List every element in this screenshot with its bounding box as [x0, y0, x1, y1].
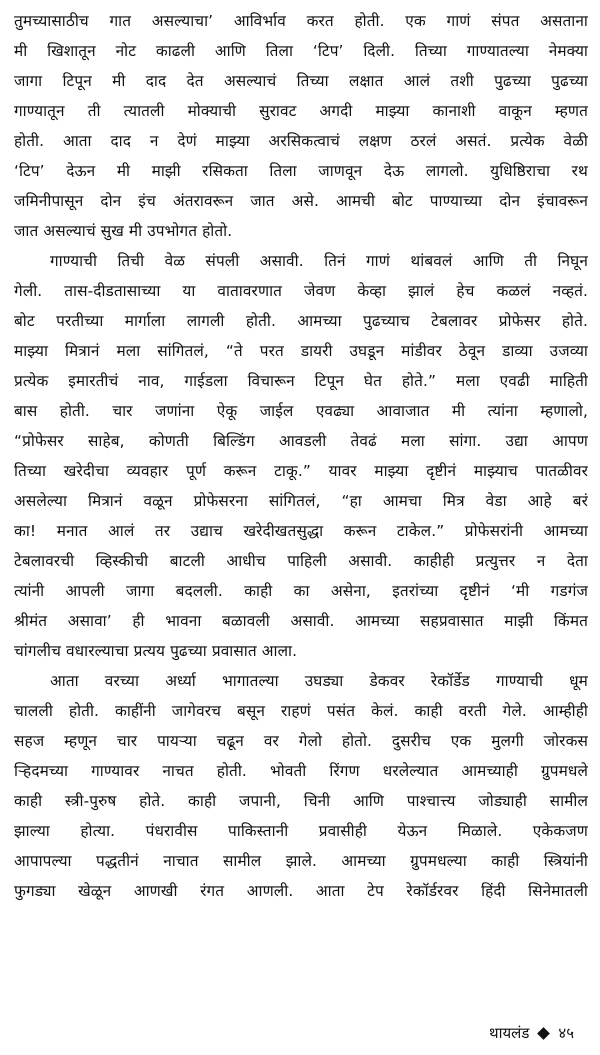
text-line: मी खिशातून नोट काढली आणि तिला ‘टिप’ दिली. तिच्या गाण्यातल्या नेमक्या [14, 42, 588, 60]
body-text [14, 6, 588, 906]
text-line: ‘टिप’ देऊन मी माझी रसिकता तिला जाणवून देऊ लागलो. युधिष्ठिराचा रथ [14, 162, 588, 180]
text-line: सहज म्हणून चार पायऱ्या चढून वर गेलो होतो. दुसरीच एक मुलगी जोरकस [14, 732, 588, 750]
text-line: जागा टिपून मी दाद देत असल्याचं तिच्या लक्षात आलं तशी पुढच्या पुढच्या [14, 72, 588, 90]
text-line: गाण्याची तिची वेळ संपली असावी. तिनं गाणं थांबवलं आणि ती निघून [50, 252, 588, 270]
text-line: चालली होती. काहींनी जागेवरच बसून राहणं पसंत केलं. काही वरती गेले. आम्हीही [14, 702, 588, 720]
text-line: का! मनात आलं तर उद्याच खरेदीखतसुद्धा करून टाकेल.” प्रोफेसरांनी आमच्या [14, 522, 588, 540]
text-line: तुमच्यासाठीच गात असल्याचा’ आविर्भाव करत होती. एक गाणं संपत असताना [14, 12, 588, 30]
text-line: तिच्या खरेदीचा व्यवहार पूर्ण करून टाकू.” यावर माझ्या दृष्टीनं माझ्याच पातळीवर [14, 462, 588, 480]
text-line: झाल्या होत्या. पंधरावीस पाकिस्तानी प्रवासीही येऊन मिळाले. एकेकजण [14, 822, 588, 840]
text-line: फुगड्या खेळून आणखी रंगत आणली. आता टेप रेकॉर्डरवर हिंदी सिनेमातली [14, 882, 588, 900]
text-line: गाण्यातून ती त्यातली मोक्याची सुरावट अगदी माझ्या कानाशी वाकून म्हणत [14, 102, 588, 120]
text-line: प्रत्येक इमारतीचं नाव, गाईडला विचारून टिपून घेत होते.” मला एवढी माहिती [14, 372, 588, 390]
text-line: जात असल्याचं सुख मी उपभोगत होतो. [14, 222, 233, 240]
text-line: श्रीमंत असावा’ ही भावना बळावली असावी. आमच्या सहप्रवासात माझी किंमत [14, 612, 588, 630]
text-line: आता वरच्या अर्ध्या भागातल्या उघड्या डेकवर रेकॉर्डेड गाण्याची धूम [50, 672, 588, 690]
text-line: चांगलीच वधारल्याचा प्रत्यय पुढच्या प्रवासात आला. [14, 642, 298, 660]
text-line: ऱ्हिदमच्या गाण्यावर नाचत होती. भोवती रिंगण धरलेल्यात आमच्याही ग्रुपमधले [14, 762, 588, 780]
text-line: बास होती. चार जणांना ऐकू जाईल एवढ्या आवाजात मी त्यांना म्हणालो, [14, 402, 588, 420]
text-line: आपापल्या पद्धतीनं नाचात सामील झाले. आमच्या ग्रुपमधल्या काही स्त्रियांनी [14, 852, 588, 870]
book-page [14, 6, 588, 1049]
text-line: होती. आता दाद न देणं माझ्या अरसिकत्वाचं लक्षण ठरलं असतं. प्रत्येक वेळी [14, 132, 588, 150]
text-line: टेबलावरची व्हिस्कीची बाटली आधीच पाहिली असावी. काहीही प्रत्युत्तर न देता [14, 552, 588, 570]
running-title: थायलंड [489, 1024, 530, 1042]
page-footer [489, 1018, 574, 1048]
text-line: काही स्त्री-पुरुष होते. काही जपानी, चिनी आणि पाश्चात्त्य जोड्याही सामील [14, 792, 588, 810]
text-line: माझ्या मित्रानं मला सांगितलं, “ते परत डायरी उघडून मांडीवर ठेवून डाव्या उजव्या [14, 342, 588, 360]
diamond-separator-icon [538, 1027, 551, 1040]
text-line: असलेल्या मित्रानं वळून प्रोफेसरना सांगितलं, “हा आमचा मित्र वेडा आहे बरं [14, 492, 588, 510]
page-number: ४५ [558, 1024, 574, 1042]
text-line: त्यांनी आपली जागा बदलली. काही का असेना, इतरांच्या दृष्टीनं ‘मी गडगंज [14, 582, 588, 600]
text-line: बोट परतीच्या मार्गाला लागली होती. आमच्या पुढच्याच टेबलावर प्रोफेसर होते. [14, 312, 588, 330]
text-line: “प्रोफेसर साहेब, कोणती बिल्डिंग आवडली तेवढं मला सांगा. उद्या आपण [14, 432, 588, 450]
text-line: गेली. तास-दीडतासाच्या या वातावरणात जेवण केव्हा झालं हेच कळलं नव्हतं. [14, 282, 588, 300]
text-line: जमिनीपासून दोन इंच अंतरावरून जात असे. आमची बोट पाण्याच्या दोन इंचावरून [14, 192, 588, 210]
